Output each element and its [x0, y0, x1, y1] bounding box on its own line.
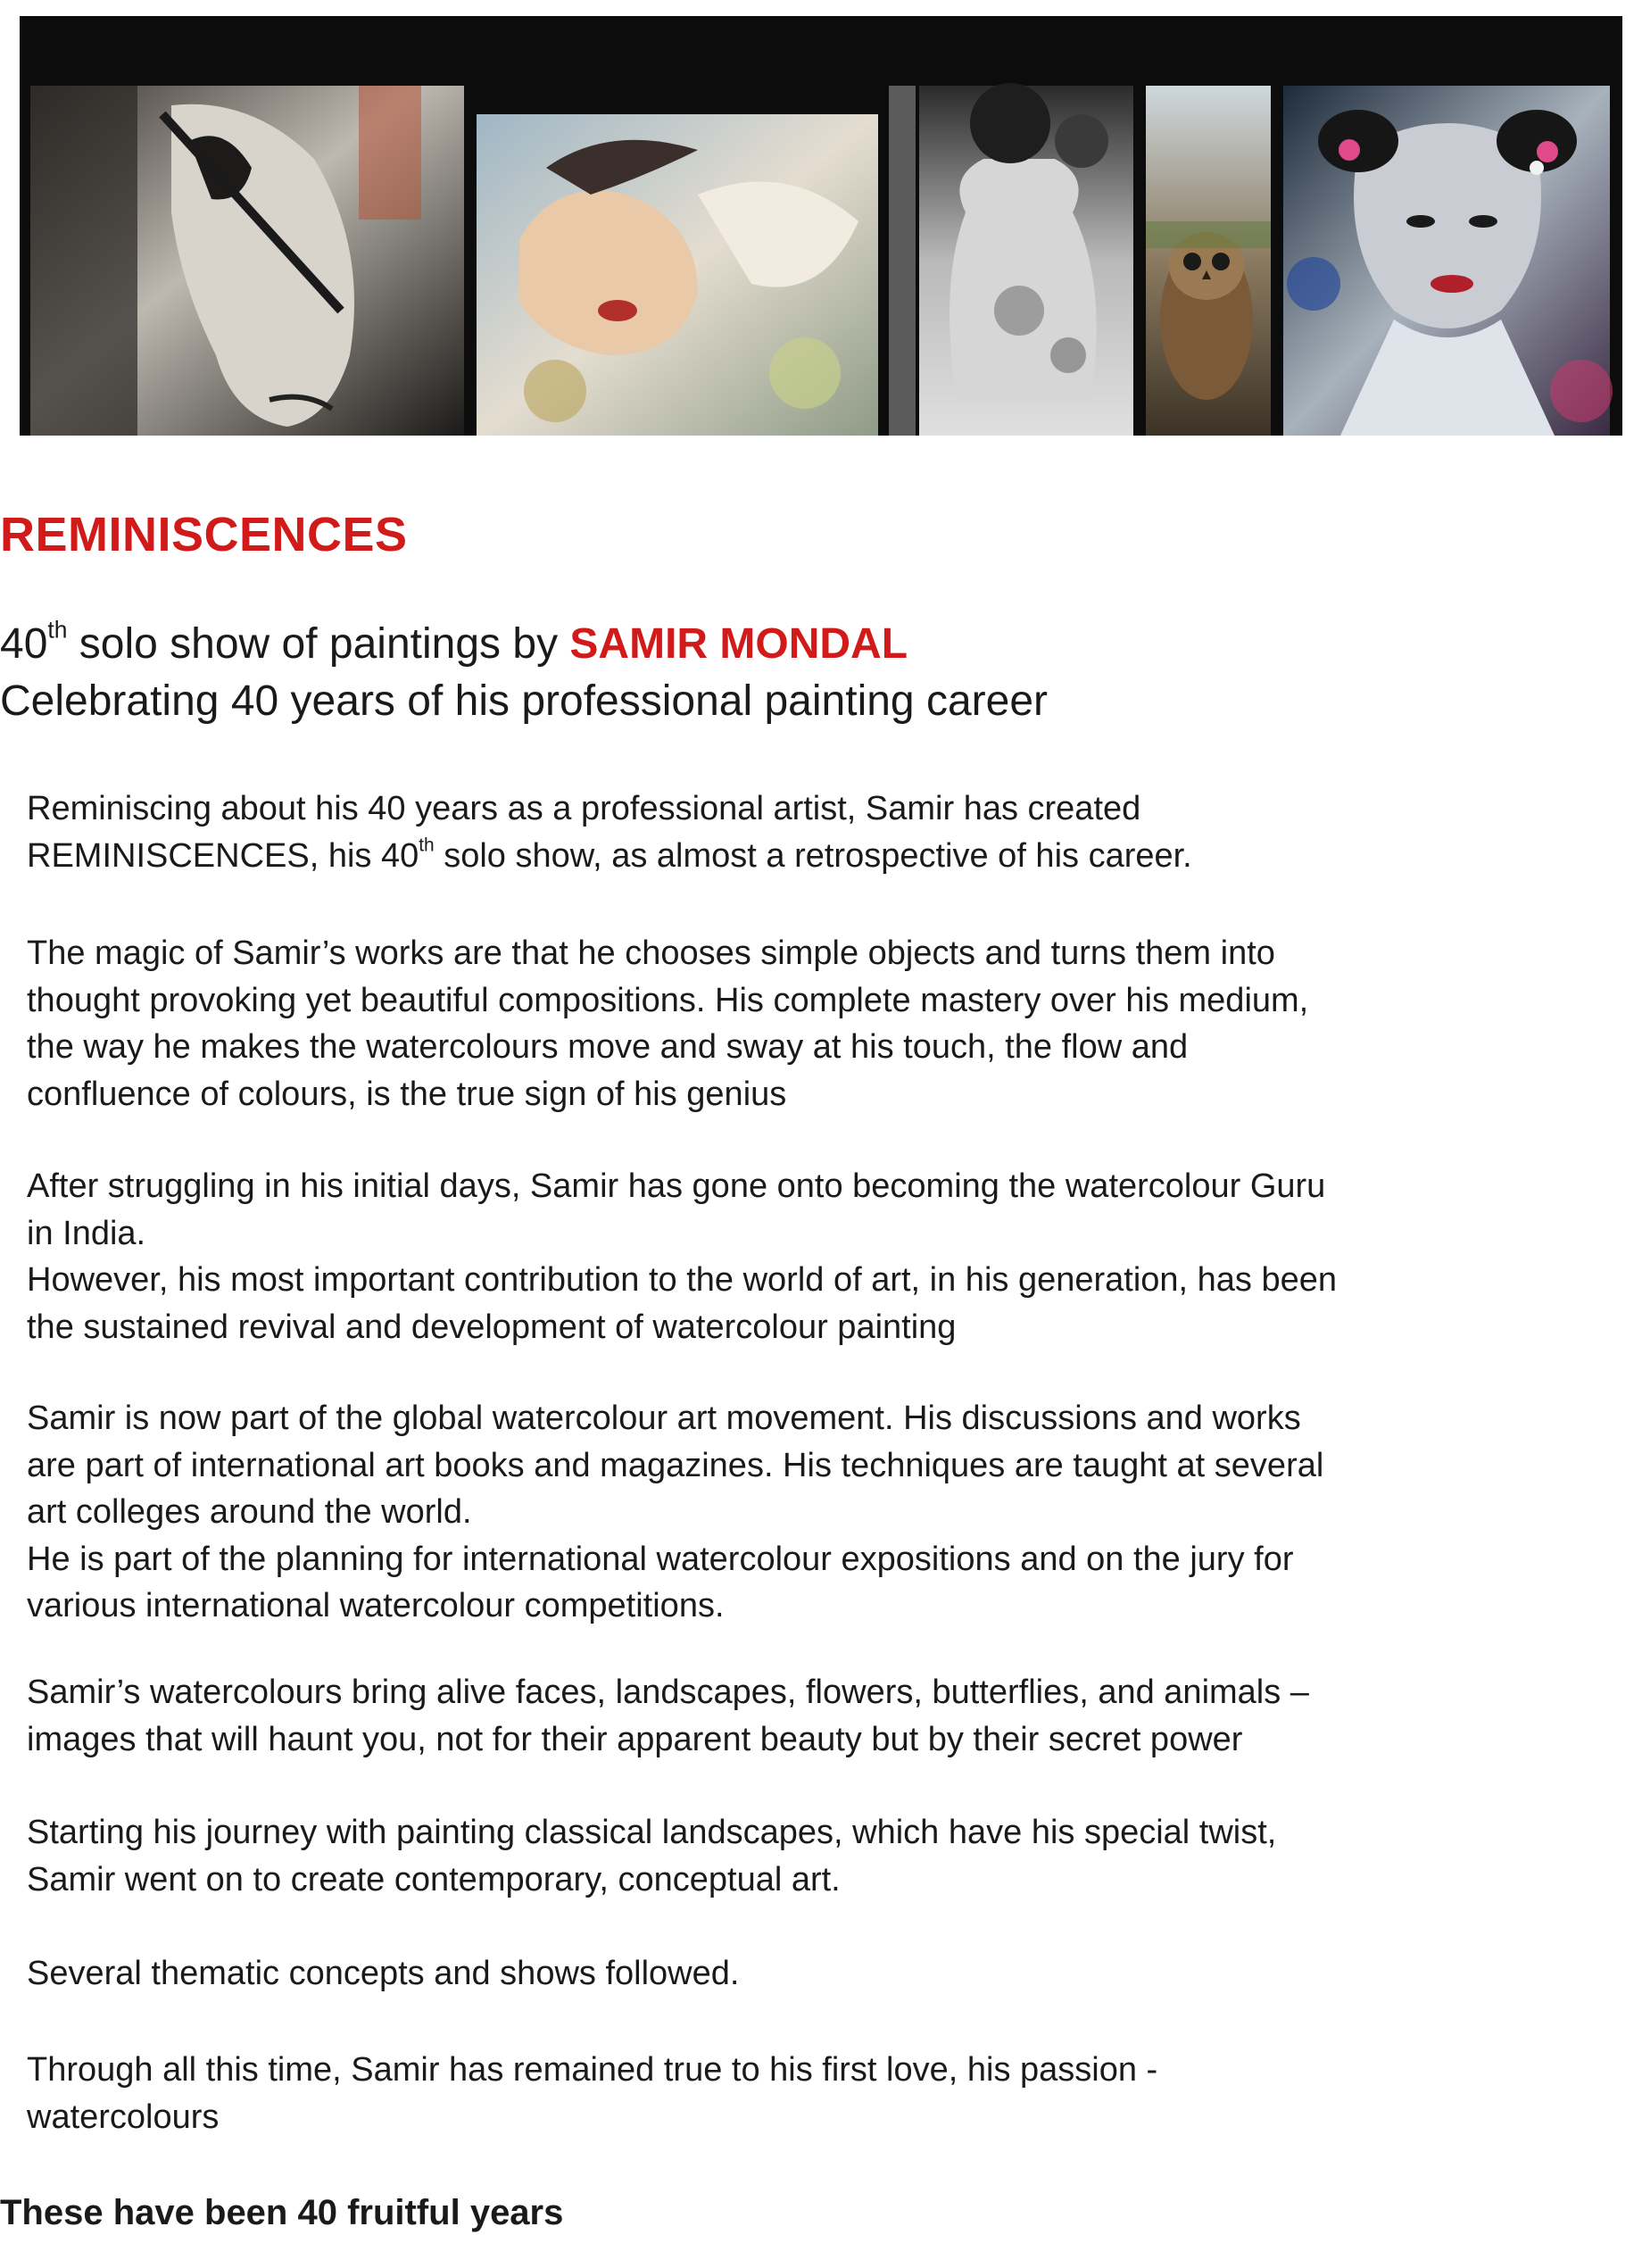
paragraph-intro: [27, 785, 1615, 879]
paragraph-line: He is part of the planning for international watercolour expositions and on the jury for: [27, 1540, 1294, 1578]
paragraph-concepts: [27, 1950, 1615, 1998]
exhibition-title: REMINISCENCES: [0, 508, 408, 561]
paragraph-passion: [27, 2047, 1615, 2140]
subtitle-line-1: [0, 616, 1642, 673]
paragraph-line: in India.: [27, 1214, 146, 1252]
exhibition-subtitle: [0, 616, 1642, 730]
paragraph-line: Reminiscing about his 40 years as a professional artist, Samir has created: [27, 790, 1141, 827]
paragraph-global: [27, 1395, 1615, 1630]
paragraph-line: [27, 833, 1615, 880]
artist-name: SAMIR MONDAL: [569, 620, 908, 668]
paragraph-line: images that will haunt you, not for their apparent beauty but by their secret power: [27, 1720, 1243, 1758]
paragraph-magic: [27, 930, 1615, 1117]
subtitle-text: solo show of paintings by: [67, 620, 570, 668]
ordinal-suffix: th: [419, 834, 435, 855]
paragraph-line: After struggling in his initial days, Samir has gone onto becoming the watercolour Guru: [27, 1167, 1326, 1205]
paragraph-line: watercolours: [27, 2098, 220, 2136]
paragraph-line: the way he makes the watercolours move and sway at his touch, the flow and: [27, 1028, 1189, 1066]
owl-painting: [1146, 86, 1271, 436]
show-number-suffix: th: [47, 616, 68, 644]
paragraph-line: art colleges around the world.: [27, 1493, 472, 1531]
horse-painting: [30, 86, 464, 436]
paragraph-journey: [27, 1809, 1615, 1903]
paragraph-line: However, his most important contribution to the world of art, in his generation, has been: [27, 1261, 1338, 1299]
reclining-woman-painting: [477, 114, 878, 436]
vase-painting: [889, 83, 1133, 436]
paragraph-line: Through all this time, Samir has remained true to his first love, his passion -: [27, 2051, 1158, 2089]
paragraph-line: Samir went on to create contemporary, conceptual art.: [27, 1860, 841, 1898]
subtitle-line-2: Celebrating 40 years of his professional painting career: [0, 677, 1049, 725]
paragraph-line: The magic of Samir’s works are that he chooses simple objects and turns them into: [27, 935, 1275, 972]
paragraph-line: Samir is now part of the global watercolour art movement. His discussions and works: [27, 1400, 1301, 1437]
paragraph-line: Samir’s watercolours bring alive faces, landscapes, flowers, butterflies, and animals –: [27, 1674, 1309, 1711]
painting-banner: [20, 16, 1622, 436]
woman-with-flowers-painting: [1283, 86, 1613, 436]
closing-statement: These have been 40 fruitful years: [0, 2193, 564, 2232]
paragraph-line: various international watercolour competitions.: [27, 1587, 725, 1624]
paragraph-line: thought provoking yet beautiful compositions. His complete mastery over his medium,: [27, 981, 1309, 1019]
show-number: 40: [0, 620, 48, 668]
paragraph-line: are part of international art books and magazines. His techniques are taught at several: [27, 1446, 1324, 1484]
paragraph-line: Several thematic concepts and shows followed.: [27, 1955, 740, 1992]
paragraph-line: the sustained revival and development of watercolour painting: [27, 1308, 957, 1346]
paragraph-struggle: [27, 1163, 1615, 1350]
paragraph-text: solo show, as almost a retrospective of his career.: [434, 836, 1192, 875]
paragraph-line: Starting his journey with painting classical landscapes, which have his special twist,: [27, 1814, 1277, 1851]
paragraph-line: confluence of colours, is the true sign of his genius: [27, 1075, 787, 1113]
paragraph-subjects: [27, 1669, 1615, 1763]
paragraph-text: REMINISCENCES, his 40: [27, 836, 419, 875]
